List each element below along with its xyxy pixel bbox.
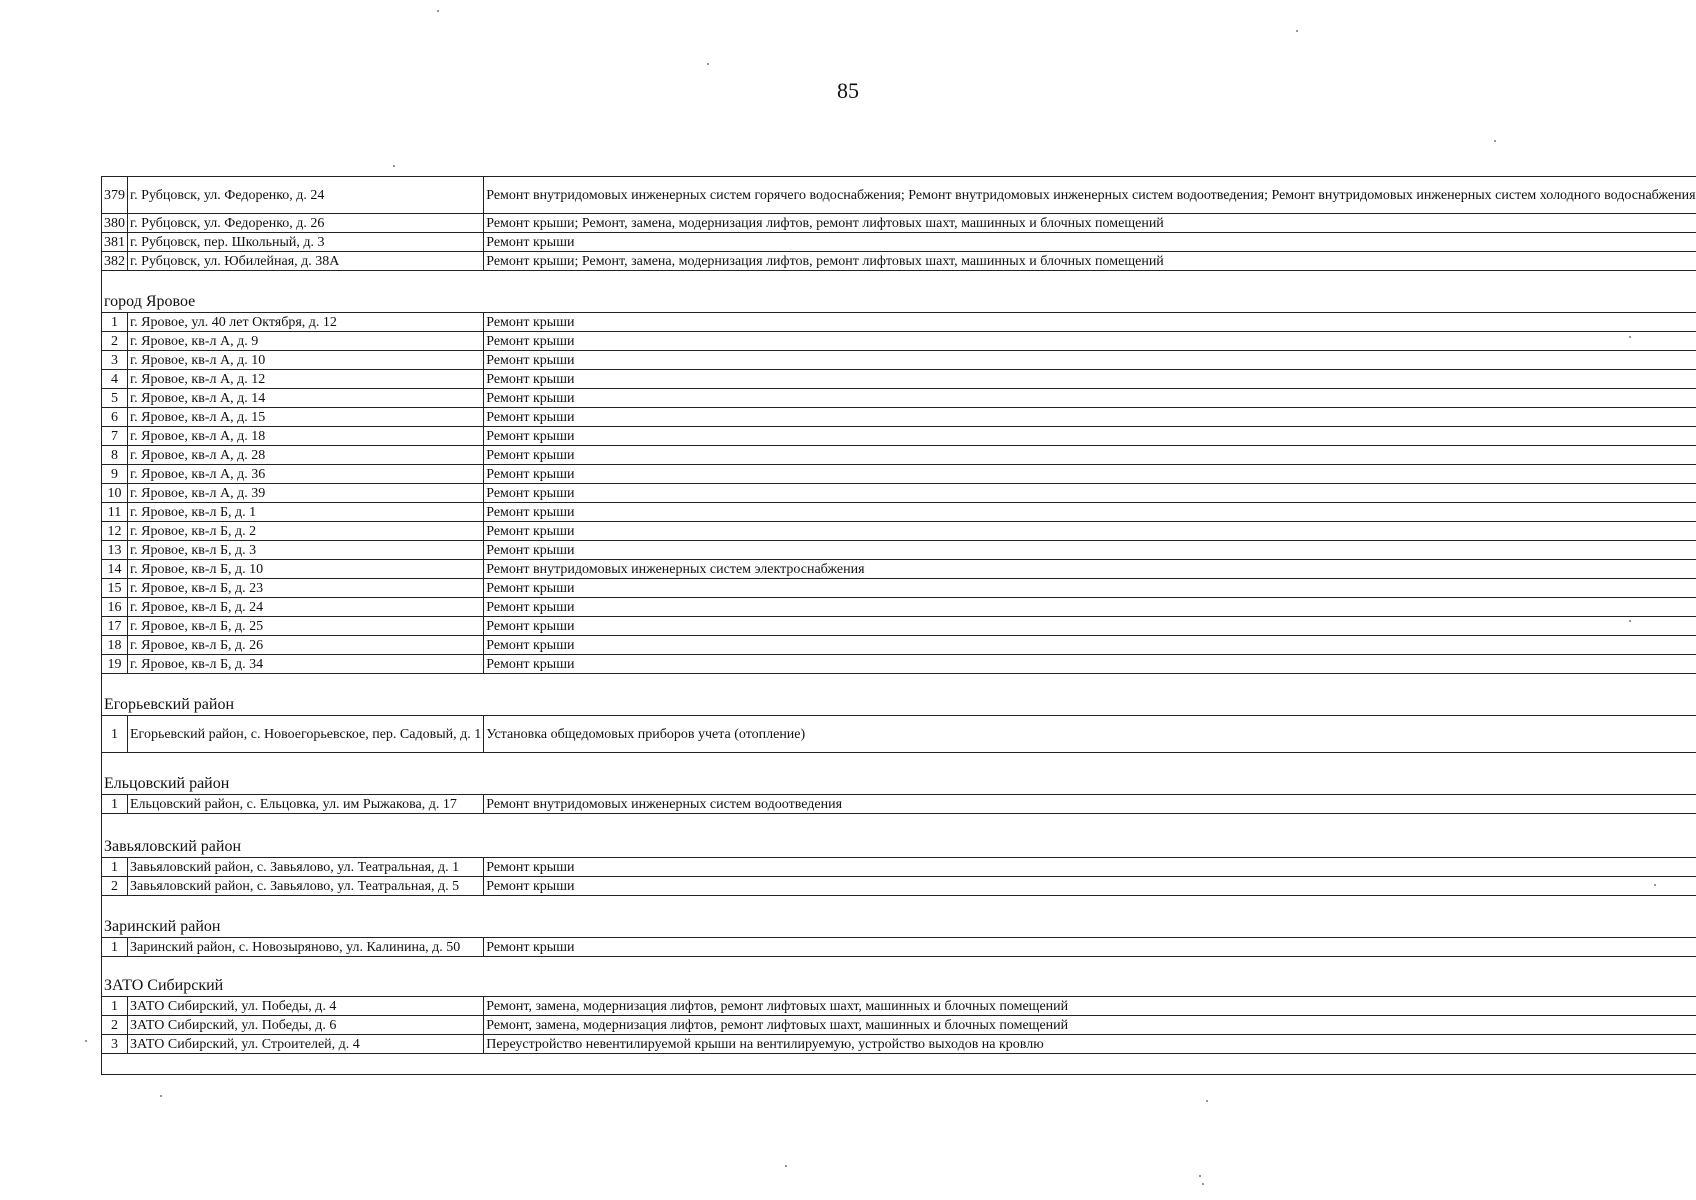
section-title: ЗАТО Сибирский	[102, 957, 1696, 997]
row-address: г. Яровое, кв-л Б, д. 2	[128, 522, 484, 541]
row-address: г. Яровое, кв-л Б, д. 23	[128, 579, 484, 598]
section-heading-row	[102, 814, 1696, 858]
table-row	[102, 351, 1696, 370]
row-number: 15	[102, 579, 128, 598]
section-title: город Яровое	[102, 271, 1696, 313]
row-address: г. Рубцовск, ул. Федоренко, д. 26	[128, 214, 484, 233]
row-address: г. Рубцовск, ул. Юбилейная, д. 38А	[128, 252, 484, 271]
row-work: Ремонт крыши	[484, 655, 1696, 674]
table-row	[102, 408, 1696, 427]
table-row	[102, 427, 1696, 446]
row-address: ЗАТО Сибирский, ул. Строителей, д. 4	[128, 1035, 484, 1054]
section-title: Завьяловский район	[102, 814, 1696, 858]
table-row	[102, 1016, 1696, 1035]
row-work: Ремонт крыши	[484, 233, 1696, 252]
row-number: 3	[102, 351, 128, 370]
row-address: г. Яровое, кв-л А, д. 10	[128, 351, 484, 370]
row-number: 1	[102, 938, 128, 957]
table-row	[102, 1035, 1696, 1054]
row-address: г. Яровое, кв-л Б, д. 1	[128, 503, 484, 522]
row-work: Ремонт внутридомовых инженерных систем водоотведения	[484, 795, 1696, 814]
table-row	[102, 465, 1696, 484]
row-number: 4	[102, 370, 128, 389]
repair-works-table	[101, 176, 1696, 1075]
scan-speck	[1206, 1100, 1208, 1102]
row-address: Егорьевский район, с. Новоегорьевское, пер. Садовый, д. 1	[128, 716, 484, 753]
row-number: 1	[102, 795, 128, 814]
row-number: 6	[102, 408, 128, 427]
table-row	[102, 997, 1696, 1016]
scan-speck	[785, 1165, 787, 1167]
row-number: 1	[102, 858, 128, 877]
scan-speck	[160, 1095, 162, 1097]
row-work: Ремонт крыши	[484, 332, 1696, 351]
table-row	[102, 214, 1696, 233]
section-title: Заринский район	[102, 896, 1696, 938]
row-number: 12	[102, 522, 128, 541]
row-work: Ремонт крыши	[484, 389, 1696, 408]
row-work: Ремонт крыши	[484, 877, 1696, 896]
section-heading-row	[102, 674, 1696, 716]
section-heading-row	[102, 271, 1696, 313]
row-number: 11	[102, 503, 128, 522]
row-number: 2	[102, 877, 128, 896]
row-number: 382	[102, 252, 128, 271]
row-work: Ремонт крыши	[484, 370, 1696, 389]
section-heading-row	[102, 957, 1696, 997]
row-number: 380	[102, 214, 128, 233]
row-address: г. Яровое, кв-л Б, д. 34	[128, 655, 484, 674]
table-end-row	[102, 1054, 1696, 1075]
table-row	[102, 252, 1696, 271]
row-address: г. Яровое, ул. 40 лет Октября, д. 12	[128, 313, 484, 332]
row-number: 14	[102, 560, 128, 579]
empty-cell	[102, 1054, 1696, 1075]
section-heading-row	[102, 896, 1696, 938]
row-work: Ремонт крыши	[484, 408, 1696, 427]
scan-speck	[1494, 140, 1496, 142]
row-work: Ремонт крыши	[484, 446, 1696, 465]
section-title: Ельцовский район	[102, 753, 1696, 795]
row-address: ЗАТО Сибирский, ул. Победы, д. 4	[128, 997, 484, 1016]
row-number: 5	[102, 389, 128, 408]
row-work: Ремонт крыши	[484, 427, 1696, 446]
row-address: г. Рубцовск, ул. Федоренко, д. 24	[128, 177, 484, 214]
row-work: Ремонт крыши	[484, 938, 1696, 957]
row-number: 3	[102, 1035, 128, 1054]
table-row	[102, 636, 1696, 655]
page-number: 85	[837, 78, 859, 103]
row-address: г. Яровое, кв-л А, д. 12	[128, 370, 484, 389]
scan-speck	[1199, 1175, 1201, 1177]
row-work: Ремонт внутридомовых инженерных систем электроснабжения	[484, 560, 1696, 579]
row-work: Переустройство невентилируемой крыши на вентилируемую, устройство выходов на кровлю	[484, 1035, 1696, 1054]
row-number: 381	[102, 233, 128, 252]
table-row	[102, 560, 1696, 579]
row-address: г. Яровое, кв-л Б, д. 10	[128, 560, 484, 579]
row-work: Ремонт, замена, модернизация лифтов, ремонт лифтовых шахт, машинных и блочных помещений	[484, 997, 1696, 1016]
table-row	[102, 446, 1696, 465]
row-work: Ремонт крыши; Ремонт, замена, модернизация лифтов, ремонт лифтовых шахт, машинных и блочных помещений	[484, 214, 1696, 233]
scan-speck	[1296, 30, 1298, 32]
table-row	[102, 389, 1696, 408]
table-row	[102, 877, 1696, 896]
row-address: г. Яровое, кв-л А, д. 39	[128, 484, 484, 503]
table-row	[102, 598, 1696, 617]
row-work: Ремонт крыши	[484, 313, 1696, 332]
table-row	[102, 313, 1696, 332]
scan-speck	[707, 63, 709, 65]
row-number: 1	[102, 716, 128, 753]
table-row	[102, 655, 1696, 674]
table-row	[102, 541, 1696, 560]
row-work: Ремонт крыши	[484, 484, 1696, 503]
table-row	[102, 579, 1696, 598]
table-row	[102, 177, 1696, 214]
row-address: ЗАТО Сибирский, ул. Победы, д. 6	[128, 1016, 484, 1035]
row-address: г. Яровое, кв-л А, д. 14	[128, 389, 484, 408]
row-address: г. Яровое, кв-л А, д. 36	[128, 465, 484, 484]
row-number: 9	[102, 465, 128, 484]
row-address: Завьяловский район, с. Завьялово, ул. Театральная, д. 5	[128, 877, 484, 896]
row-number: 10	[102, 484, 128, 503]
row-number: 1	[102, 997, 128, 1016]
table-row	[102, 484, 1696, 503]
row-number: 7	[102, 427, 128, 446]
row-work: Ремонт, замена, модернизация лифтов, ремонт лифтовых шахт, машинных и блочных помещений	[484, 1016, 1696, 1035]
table-row	[102, 370, 1696, 389]
table-row	[102, 716, 1696, 753]
row-address: Завьяловский район, с. Завьялово, ул. Театральная, д. 1	[128, 858, 484, 877]
table-row	[102, 233, 1696, 252]
row-address: Заринский район, с. Новозыряново, ул. Калинина, д. 50	[128, 938, 484, 957]
row-work: Ремонт крыши	[484, 503, 1696, 522]
row-work: Ремонт крыши; Ремонт, замена, модернизация лифтов, ремонт лифтовых шахт, машинных и блочных помещений	[484, 252, 1696, 271]
scan-speck	[85, 1040, 87, 1042]
row-address: г. Рубцовск, пер. Школьный, д. 3	[128, 233, 484, 252]
row-number: 2	[102, 1016, 128, 1035]
row-address: г. Яровое, кв-л А, д. 28	[128, 446, 484, 465]
table-row	[102, 858, 1696, 877]
row-number: 8	[102, 446, 128, 465]
table-row	[102, 617, 1696, 636]
row-work: Ремонт крыши	[484, 465, 1696, 484]
row-work: Ремонт внутридомовых инженерных систем горячего водоснабжения; Ремонт внутридомовых инженерных систем водоотведения; Ремонт внутридомовых инженерных систем холодного водоснабжения	[484, 177, 1696, 214]
row-work: Ремонт крыши	[484, 858, 1696, 877]
row-address: г. Яровое, кв-л Б, д. 3	[128, 541, 484, 560]
row-work: Ремонт крыши	[484, 617, 1696, 636]
row-work: Ремонт крыши	[484, 598, 1696, 617]
row-address: г. Яровое, кв-л Б, д. 26	[128, 636, 484, 655]
row-number: 16	[102, 598, 128, 617]
row-number: 1	[102, 313, 128, 332]
row-work: Ремонт крыши	[484, 351, 1696, 370]
row-address: г. Яровое, кв-л А, д. 18	[128, 427, 484, 446]
scan-speck	[1202, 1183, 1204, 1185]
row-address: г. Яровое, кв-л А, д. 15	[128, 408, 484, 427]
scan-speck	[393, 165, 395, 167]
row-address: г. Яровое, кв-л Б, д. 25	[128, 617, 484, 636]
table-row	[102, 795, 1696, 814]
table-row	[102, 503, 1696, 522]
row-number: 18	[102, 636, 128, 655]
row-work: Ремонт крыши	[484, 541, 1696, 560]
row-number: 17	[102, 617, 128, 636]
section-heading-row	[102, 753, 1696, 795]
row-work: Установка общедомовых приборов учета (отопление)	[484, 716, 1696, 753]
table-row	[102, 522, 1696, 541]
row-address: г. Яровое, кв-л Б, д. 24	[128, 598, 484, 617]
row-work: Ремонт крыши	[484, 636, 1696, 655]
row-number: 19	[102, 655, 128, 674]
table-row	[102, 332, 1696, 351]
row-address: г. Яровое, кв-л А, д. 9	[128, 332, 484, 351]
row-number: 379	[102, 177, 128, 214]
table-row	[102, 938, 1696, 957]
row-number: 13	[102, 541, 128, 560]
row-number: 2	[102, 332, 128, 351]
scan-speck	[437, 10, 439, 12]
row-work: Ремонт крыши	[484, 522, 1696, 541]
row-work: Ремонт крыши	[484, 579, 1696, 598]
row-address: Ельцовский район, с. Ельцовка, ул. им Рыжакова, д. 17	[128, 795, 484, 814]
section-title: Егорьевский район	[102, 674, 1696, 716]
